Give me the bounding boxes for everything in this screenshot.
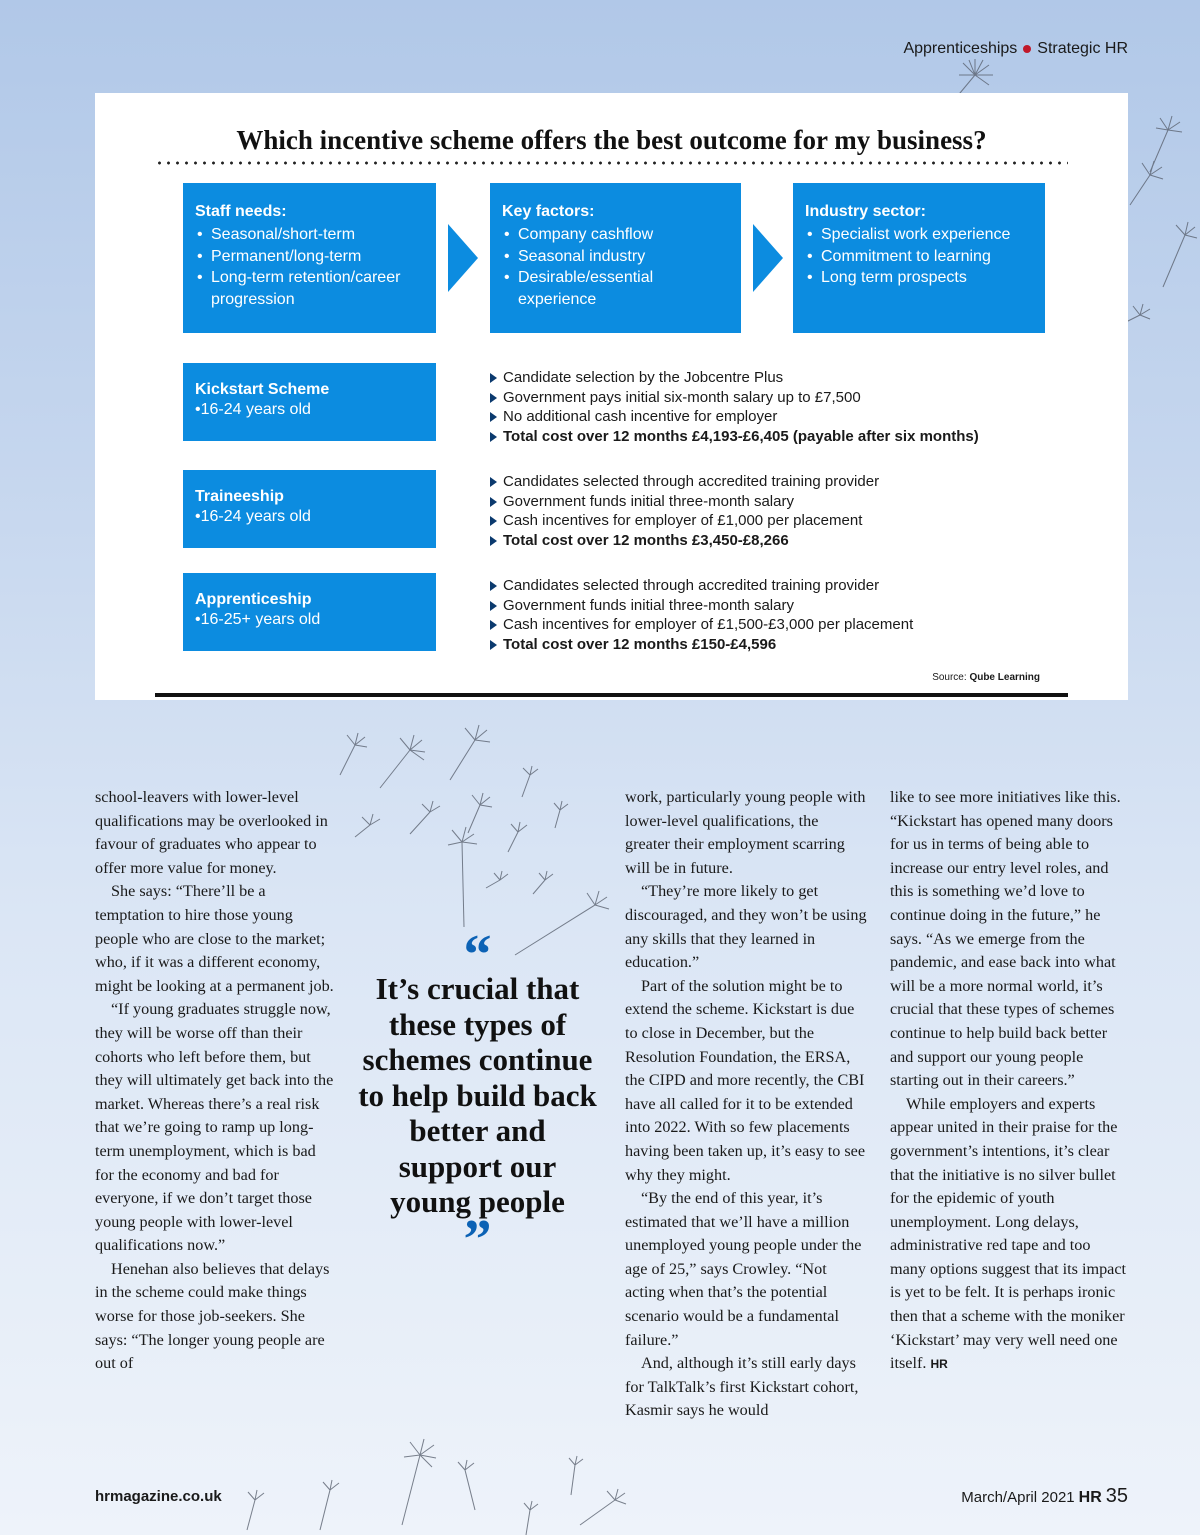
factor-item: • Permanent/long-term [195,246,424,268]
fact-item: Cash incentives for employer of £1,500-£3,000 per placement [490,615,913,635]
pull-quote-text: It’s crucial that these types of schemes continue to help build back better and support our young people [358,971,597,1219]
fact-item: No additional cash incentive for employer [490,407,979,427]
article-paragraph [890,1093,1130,1377]
scheme-name: Traineeship [195,488,284,505]
panel-bottom-rule [155,693,1068,697]
factor-box-key-factors [490,183,741,333]
source-label: Source: [932,672,967,683]
factor-heading: Key factors: [502,203,595,220]
scheme-facts-traineeship [490,472,879,550]
scheme-age: •16-24 years old [195,401,311,418]
scheme-age: •16-24 years old [195,508,311,525]
scheme-name: Apprenticeship [195,591,312,608]
dotted-divider [155,161,1068,165]
arrow-right-icon [753,224,783,292]
section-dot-icon [1023,45,1031,53]
article-paragraph: like to see more initiatives like this. “Kickstart has opened many doors for us in terms of being able to increase our entry level roles, and this is something we’d love to continue doing in the future,” he says. “As we emerge from the pandemic, and ease back into what will be a more normal world, it’s crucial that these types of schemes continue to help build back better and support our young people starting out in their careers.” [890,788,1121,1090]
arrow-right-icon [448,224,478,292]
fact-total: Total cost over 12 months £150-£4,596 [490,635,913,655]
article-paragraph: Henehan also believes that delays in the scheme could make things worse for those job-seekers. She says: “The longer young people are out of [95,1259,330,1373]
article-column-4 [890,786,1130,1377]
scheme-box-apprenticeship [183,573,436,651]
scheme-box-kickstart [183,363,436,441]
article-paragraph: And, although it’s still early days for TalkTalk’s first Kickstart cohort, Kasmir says he would [625,1354,859,1420]
factor-item: • Specialist work experience [805,224,1033,246]
fact-total: Total cost over 12 months £4,193-£6,405 (payable after six months) [490,427,979,447]
factor-item: • Long term prospects [805,267,1033,289]
footer-folio [961,1485,1128,1508]
incentive-scheme-panel [95,93,1128,700]
footer-issue: March/April 2021 [961,1489,1075,1506]
fact-item: Candidates selected through accredited training provider [490,576,913,596]
article-paragraph: Part of the solution might be to extend the scheme. Kickstart is due to close in December, but the Resolution Foundation, the ERSA, the CIPD and more recently, the CBI have all called for it to be extended into 2022. With so few placements having been taken up, it’s easy to see why they might. [625,976,866,1184]
panel-title: Which incentive scheme offers the best outcome for my business? [236,125,987,155]
fact-item: Candidate selection by the Jobcentre Plus [490,368,979,388]
source-name: Qube Learning [969,672,1040,683]
scheme-facts-apprenticeship [490,576,913,654]
scheme-facts-kickstart [490,368,979,446]
footer-site: hrmagazine.co.uk [95,1488,222,1505]
article-paragraph: “They’re more likely to get discouraged, and they won’t be using any skills that they learned in education.” [625,882,867,972]
article-paragraph: work, particularly young people with lower-level qualifications, the greater their employment scarring will be in future. [625,788,866,877]
page-number: 35 [1105,1485,1128,1507]
section-tag [903,40,1128,58]
open-quote-icon: “ [463,924,492,986]
end-mark: HR [930,1357,948,1372]
fact-item: Government funds initial three-month salary [490,596,913,616]
scheme-box-traineeship [183,470,436,548]
footer-brand: HR [1078,1489,1102,1506]
factor-item: • Commitment to learning [805,246,1033,268]
factor-item: • Seasonal industry [502,246,729,268]
source-credit [932,672,1040,683]
factor-item: • Desirable/essential experience [502,267,729,310]
fact-item: Government pays initial six-month salary up to £7,500 [490,388,979,408]
factor-item: • Long-term retention/career progression [195,267,424,310]
article-paragraph: “By the end of this year, it’s estimated that we’ll have a million unemployed young people under the age of 25,” says Crowley. “Not acting when that’s the potential scenario would be a fundamental failure.” [625,1189,862,1349]
factor-heading: Staff needs: [195,203,287,220]
article-column-3 [625,786,867,1423]
scheme-name: Kickstart Scheme [195,381,330,398]
article-column-1 [95,786,335,1376]
factor-item: • Seasonal/short-term [195,224,424,246]
article-closing-text: While employers and experts appear united in their praise for the government’s intentions, it’s clear that the initiative is no silver bullet for the epidemic of youth unemployment. Long delays, administrative red tape and too many options suggest that its impact is yet to be felt. It is perhaps ironic then that a scheme with the moniker ‘Kickstart’ may very well need one itself. [890,1094,1127,1373]
article-paragraph: school-leavers with lower-level qualifications may be overlooked in favour of graduates who appear to offer more value for money. [95,788,328,877]
factor-box-staff-needs [183,183,436,333]
subsection-name: Strategic HR [1037,40,1128,57]
fact-item: Cash incentives for employer of £1,000 per placement [490,511,879,531]
pull-quote [355,924,600,1271]
fact-item: Government funds initial three-month salary [490,492,879,512]
close-quote-icon: ” [463,1208,492,1271]
scheme-age: •16-25+ years old [195,611,321,628]
fact-item: Candidates selected through accredited training provider [490,472,879,492]
factor-box-industry-sector [793,183,1045,333]
factor-heading: Industry sector: [805,203,926,220]
fact-total: Total cost over 12 months £3,450-£8,266 [490,531,879,551]
factor-item: • Company cashflow [502,224,729,246]
article-paragraph: She says: “There’ll be a temptation to hire those young people who are close to the market; who, if it was a different economy, might be looking at a permanent job. [95,882,334,995]
section-name: Apprenticeships [903,40,1018,57]
article-paragraph: “If young graduates struggle now, they will be worse off than their cohorts who left before them, but they will ultimately get back into the market. Whereas there’s a real risk that we’re going to ramp up long-term unemployment, which is bad for the economy and bad for everyone, if we don’t target those young people with lower-level qualifications now.” [95,1000,334,1255]
